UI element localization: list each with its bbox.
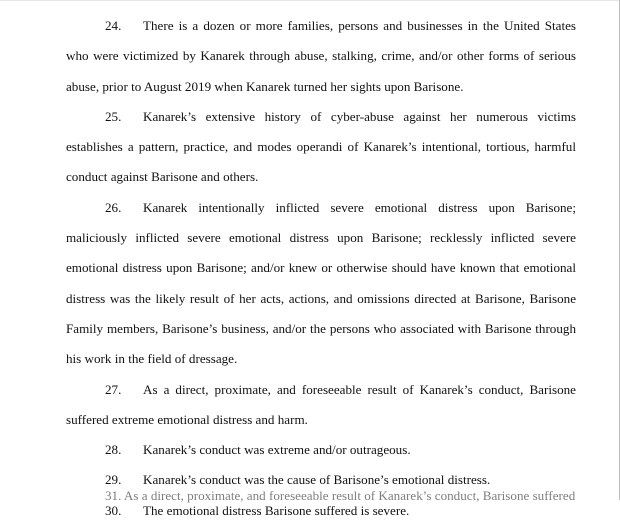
cutoff-line-text: 31. As a direct, proximate, and foreseeable result of Kanarek’s conduct, Barisone suffered — [105, 488, 576, 503]
page-top-edge — [0, 0, 620, 1]
paragraph-number: 24. — [105, 18, 122, 33]
paragraph-number: 28. — [105, 442, 122, 458]
paragraph-text: Kanarek intentionally inflicted severe emotional distress upon Barisone; maliciously inflicted severe emotional distress upon Barisone; recklessly inflicted severe emotional distress upon Barisone; and/or knew or otherwise should have known that emotional distress was the likely result of her acts, actions, and omissions directed at Barisone, Barisone Family members, Barisone’s business, and/or the persons who associated with Barisone through his work in the field of dressage. — [66, 199, 576, 367]
cutoff-text-line — [66, 487, 576, 503]
paragraph-text: Kanarek’s extensive history of cyber-abuse against her numerous victims establishes a pattern, practice, and modes operandi of Kanarek’s intentional, tortious, harmful conduct against Barisone and others. — [66, 108, 576, 185]
paragraph-text: There is a dozen or more families, persons and businesses in the United States who were victimized by Kanarek through abuse, stalking, crime, and/or other forms of serious abuse, prior to August 2019 when Kanarek turned her sights upon Barisone. — [66, 18, 576, 94]
paragraph-25 — [66, 102, 576, 193]
paragraph-number: 27. — [105, 381, 122, 397]
paragraph-27 — [66, 375, 576, 436]
document-body — [66, 11, 576, 526]
paragraph-24 — [66, 11, 576, 102]
paragraph-28 — [66, 435, 576, 465]
paragraph-number: 25. — [105, 108, 122, 124]
paragraph-text: As a direct, proximate, and foreseeable result of Kanarek’s conduct, Barisone suffered extreme emotional distress and harm. — [66, 381, 576, 427]
paragraph-text: Kanarek’s conduct was extreme and/or outrageous. — [143, 442, 411, 458]
paragraph-number: 30. — [105, 502, 122, 518]
paragraph-26 — [66, 193, 576, 375]
paragraph-number: 29. — [105, 472, 122, 488]
paragraph-text: Kanarek’s conduct was the cause of Barisone’s emotional distress. — [143, 472, 491, 488]
paragraph-text: The emotional distress Barisone suffered is severe. — [143, 502, 410, 518]
paragraph-number: 26. — [105, 199, 122, 215]
